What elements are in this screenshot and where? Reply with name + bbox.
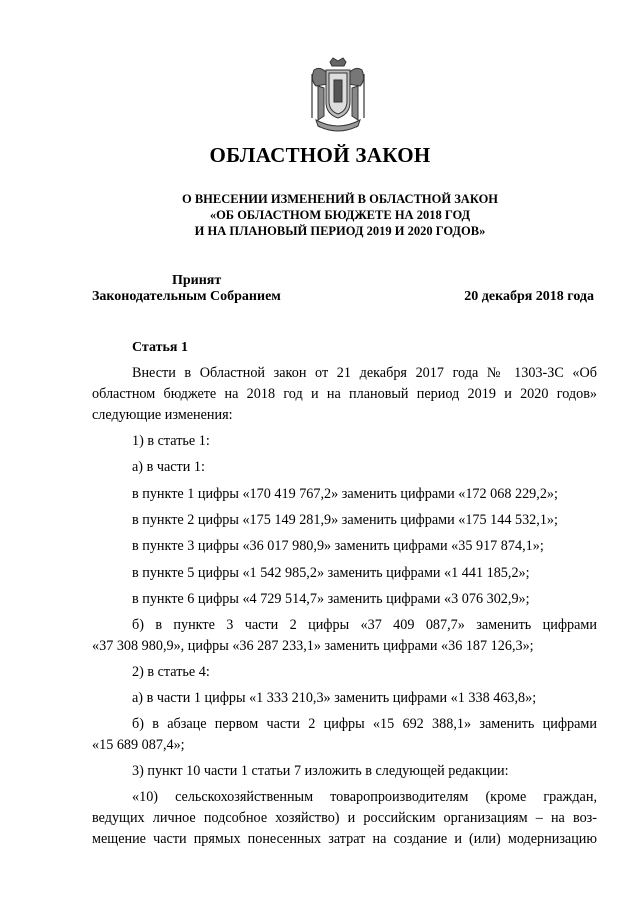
article-heading: Статья 1 bbox=[132, 340, 188, 355]
coat-of-arms-emblem-icon bbox=[306, 56, 370, 134]
paragraph-line: а) в части 1 цифры «1 333 210,3» заменить цифрами «1 338 463,8»; bbox=[132, 690, 537, 706]
paragraph-line: а) в части 1: bbox=[132, 459, 205, 475]
paragraph-line: ведущих личное подсобное хозяйство) и российским организациям – на воз- bbox=[92, 810, 597, 826]
paragraph-line: «10) сельскохозяйственным товаропроизводителям (кроме граждан, bbox=[132, 789, 597, 805]
paragraph-line: б) в пункте 3 части 2 цифры «37 409 087,7» заменить цифрами bbox=[132, 617, 597, 633]
paragraph-line: Внести в Областной закон от 21 декабря 2017 года № 1303-ЗС «Об bbox=[132, 365, 597, 381]
subtitle-line: «ОБ ОБЛАСТНОМ БЮДЖЕТЕ НА 2018 ГОД bbox=[209, 208, 471, 222]
paragraph-line: в пункте 2 цифры «175 149 281,9» заменить цифрами «175 144 532,1»; bbox=[132, 512, 558, 528]
adopted-by-label: Законодательным Собранием bbox=[92, 289, 281, 304]
paragraph-line: «37 308 980,9», цифры «36 287 233,1» заменить цифрами «36 187 126,3»; bbox=[92, 638, 534, 654]
document-subtitle bbox=[0, 191, 640, 239]
paragraph-line: в пункте 6 цифры «4 729 514,7» заменить цифрами «3 076 302,9»; bbox=[132, 591, 530, 607]
paragraph-line: «15 689 087,4»; bbox=[92, 737, 185, 753]
paragraph-line: следующие изменения: bbox=[92, 407, 233, 423]
paragraph-line: в пункте 3 цифры «36 017 980,9» заменить цифрами «35 917 874,1»; bbox=[132, 538, 544, 554]
document-title: ОБЛАСТНОЙ ЗАКОН bbox=[209, 143, 431, 167]
paragraph-line: в пункте 5 цифры «1 542 985,2» заменить цифрами «1 441 185,2»; bbox=[132, 565, 530, 581]
paragraph-line: областном бюджете на 2018 год и на плановый период 2019 и 2020 годов» bbox=[92, 386, 597, 402]
subtitle-line: О ВНЕСЕНИИ ИЗМЕНЕНИЙ В ОБЛАСТНОЙ ЗАКОН bbox=[181, 192, 499, 206]
paragraph-line: 1) в статье 1: bbox=[132, 433, 210, 449]
paragraph-line: в пункте 1 цифры «170 419 767,2» заменить цифрами «172 068 229,2»; bbox=[132, 486, 558, 502]
adoption-date: 20 декабря 2018 года bbox=[464, 289, 594, 304]
paragraph-line: б) в абзаце первом части 2 цифры «15 692 388,1» заменить цифрами bbox=[132, 716, 597, 732]
adopted-label: Принят bbox=[172, 273, 222, 288]
subtitle-line: И НА ПЛАНОВЫЙ ПЕРИОД 2019 И 2020 ГОДОВ» bbox=[194, 224, 486, 238]
paragraph-line: мещение части прямых понесенных затрат на создание и (или) модернизацию bbox=[92, 831, 597, 847]
paragraph-line: 2) в статье 4: bbox=[132, 664, 210, 680]
paragraph-line: 3) пункт 10 части 1 статьи 7 изложить в следующей редакции: bbox=[132, 763, 509, 779]
